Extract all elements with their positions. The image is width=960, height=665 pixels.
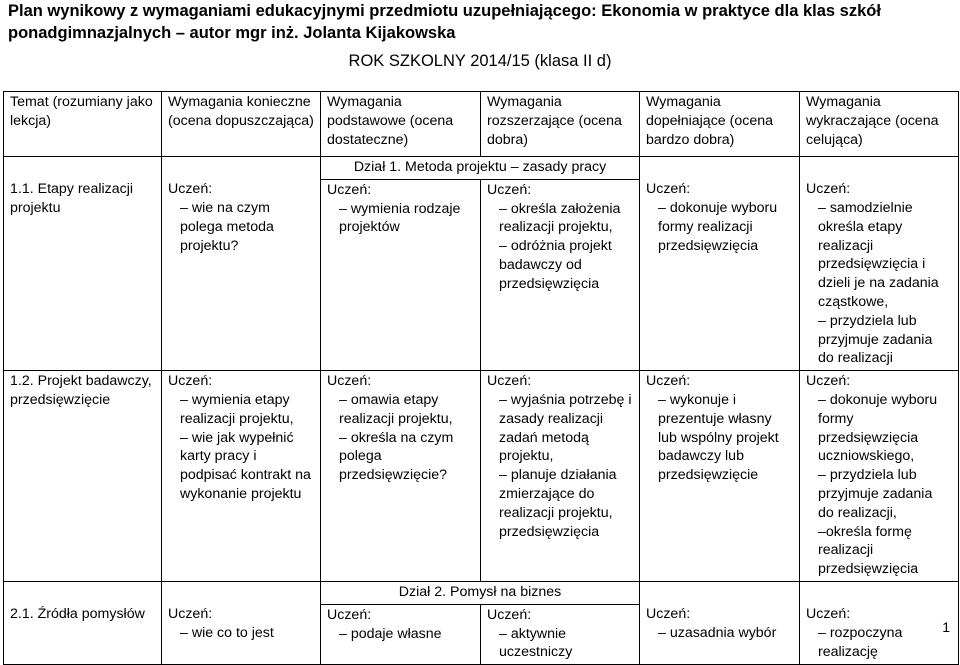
table-row (4, 179, 959, 370)
requirement-item: – przydziela lub przyjmuje zadania do realizacji, (818, 467, 933, 521)
section-row-1 (4, 157, 959, 180)
requirement-item: – przydziela lub przyjmuje zadania do realizacji (818, 312, 933, 367)
topic-cell: 1.1. Etapy realizacji projektu (4, 179, 162, 370)
required-cell (162, 371, 321, 582)
requirement-item: – planuje działania zmierzające do realizacji projektu, przedsięwzięcia (499, 467, 617, 540)
advanced-cell (800, 604, 959, 664)
requirement-item: – wie na czym polega metoda projektu? (180, 200, 274, 254)
table-row (4, 604, 959, 664)
title-line-1: Plan wynikowy z wymaganiami edukacyjnymi przedmiotu uzupełniającego: Ekonomia w praktyce dla klas szkół (8, 2, 881, 20)
requirement-item: – rozpoczyna realizację (818, 625, 903, 660)
header-basic: Wymagania podstawowe (ocena dostateczne) (321, 92, 481, 157)
requirement-item: – wymienia rodzaje projektów (339, 200, 461, 236)
header-extended: Wymagania rozszerzające (ocena dobra) (481, 92, 640, 157)
student-label: Uczeń: (487, 181, 532, 198)
requirement-item: – dokonuje wyboru formy przedsięwzięcia uczniowskiego, (818, 392, 938, 465)
student-label: Uczeń: (168, 606, 213, 623)
student-label: Uczeń: (646, 373, 691, 390)
section-title-2: Dział 2. Pomysł na biznes (321, 582, 640, 605)
requirement-item: – wie co to jest (180, 625, 274, 642)
advanced-cell (800, 371, 959, 582)
student-label: Uczeń: (168, 373, 213, 390)
school-year: ROK SZKOLNY 2014/15 (klasa II d) (348, 52, 612, 70)
requirement-item: – wie jak wypełnić karty pracy i podpisać kontrakt na wykonanie projektu (180, 429, 311, 503)
complementary-cell (640, 604, 800, 664)
requirement-item: – określa założenia realizacji projektu, (499, 200, 621, 236)
basic-cell (321, 371, 481, 582)
extended-cell (481, 179, 640, 370)
student-label: Uczeń: (806, 606, 851, 623)
extended-cell (481, 604, 640, 664)
page-number: 1 (942, 619, 950, 635)
header-required: Wymagania konieczne (ocena dopuszczająca) (162, 92, 321, 157)
requirement-item: – wymienia etapy realizacji projektu, (180, 392, 294, 427)
student-label: Uczeń: (646, 181, 691, 198)
header-advanced: Wymagania wykraczające (ocena celująca) (800, 92, 959, 157)
requirement-item: – aktywnie uczestniczy (499, 625, 573, 661)
complementary-cell (640, 179, 800, 370)
header-row (4, 92, 959, 157)
topic-cell: 2.1. Źródła pomysłów (4, 604, 162, 664)
student-label: Uczeń: (327, 373, 372, 390)
requirement-item: – określa na czym polega przedsięwzięcie? (339, 429, 454, 484)
requirement-item: – dokonuje wyboru formy realizacji przedsięwzięcia (658, 200, 778, 254)
requirement-item: – wyjaśnia potrzebę i zasady realizacji zadań metodą projektu, (499, 392, 632, 465)
student-label: Uczeń: (487, 606, 532, 623)
requirements-table (3, 91, 959, 665)
student-label: Uczeń: (327, 181, 372, 198)
advanced-cell (800, 179, 959, 370)
basic-cell (321, 604, 481, 664)
student-label: Uczeń: (646, 606, 691, 623)
requirement-item: – samodzielnie określa etapy realizacji przedsięwzięcia i dzieli je na zadania cząstkowe, (818, 200, 939, 311)
requirement-item: –określa formę realizacji przedsięwzięcia (818, 523, 919, 578)
requirement-item: – wykonuje i prezentuje własny lub wspólny projekt badawczy lub przedsięwzięcie (658, 392, 779, 484)
required-cell (162, 179, 321, 370)
student-label: Uczeń: (168, 181, 213, 198)
basic-cell (321, 179, 481, 370)
document-title (8, 0, 953, 44)
requirement-item: – uzasadnia wybór (658, 625, 777, 642)
table-row (4, 371, 959, 582)
title-line-2: ponadgimnazjalnych – autor mgr inż. Jolanta Kijakowska (8, 24, 456, 42)
requirement-item: – omawia etapy realizacji projektu, (339, 392, 453, 427)
required-cell (162, 604, 321, 664)
section-row-2 (4, 582, 959, 605)
complementary-cell (640, 371, 800, 582)
requirement-item: – podaje własne (339, 625, 442, 642)
topic-cell: 1.2. Projekt badawczy, przedsięwzięcie (4, 371, 162, 582)
header-complementary: Wymagania dopełniające (ocena bardzo dobra) (640, 92, 800, 157)
student-label: Uczeń: (487, 373, 532, 390)
student-label: Uczeń: (327, 606, 372, 623)
header-topic: Temat (rozumiany jako lekcja) (4, 92, 162, 157)
requirement-item: – odróżnia projekt badawczy od przedsięwzięcia (499, 238, 612, 292)
student-label: Uczeń: (806, 181, 851, 198)
section-title-1: Dział 1. Metoda projektu – zasady pracy (321, 157, 640, 180)
extended-cell (481, 371, 640, 582)
student-label: Uczeń: (806, 373, 851, 390)
